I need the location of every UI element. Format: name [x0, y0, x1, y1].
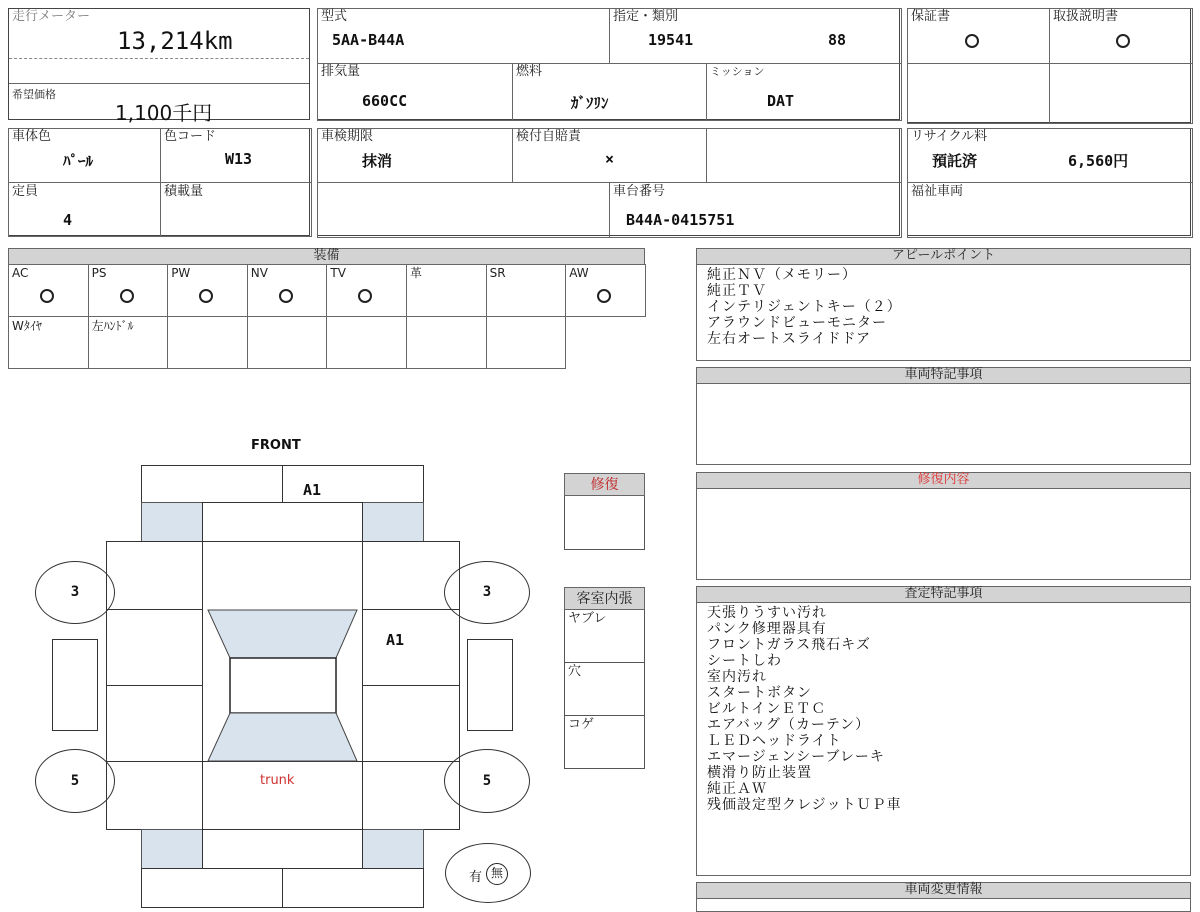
fuel-value: ｶﾞｿﾘﾝ [571, 94, 609, 112]
appraisal-line: ビルトインＥＴＣ [707, 701, 827, 717]
equipment-cell-6 [486, 264, 567, 317]
rear-gate [202, 829, 363, 869]
equipment-check-circle [597, 289, 611, 303]
special-notes-section [696, 367, 1191, 465]
recycle-amount: 6,560円 [1068, 152, 1129, 170]
appraisal-line: 純正ＡＷ [707, 781, 767, 797]
welfare-label: 福祉車両 [911, 184, 964, 199]
appraisal-line: エマージェンシーブレーキ [707, 749, 885, 765]
cabin-diagram [202, 609, 363, 762]
trunk-label: trunk [260, 773, 295, 788]
mileage-box [8, 8, 310, 125]
load-label: 積載量 [164, 184, 204, 199]
rear-left-tire: 5 [35, 749, 115, 813]
color-box [8, 128, 310, 236]
appraisal-list [707, 605, 902, 813]
equipment-label: PW [171, 266, 191, 280]
equipment-cell-5 [406, 264, 487, 317]
repair-box [564, 473, 645, 550]
color-code-label: 色コード [164, 129, 217, 144]
equipment-section [8, 248, 645, 369]
roof-panel [230, 658, 336, 713]
designation-value2: 88 [828, 31, 847, 49]
body-color-label: 車体色 [12, 129, 52, 144]
designation-value1: 19541 [648, 31, 694, 49]
designation-label: 指定・類別 [613, 9, 679, 24]
front-label: FRONT [251, 438, 301, 453]
manual-label: 取扱説明書 [1053, 9, 1119, 24]
interior-item-burn: コゲ [568, 717, 595, 732]
appeal-line: アラウンドビューモニター [707, 315, 887, 331]
appraisal-section [696, 586, 1191, 876]
appraisal-line: 横滑り防止装置 [707, 765, 812, 781]
equipment-label: PS [91, 266, 107, 280]
capacity-value: 4 [63, 211, 73, 229]
rear-left-light [141, 829, 203, 869]
docs-box [907, 8, 1191, 123]
equipment-label: SR [489, 266, 506, 280]
equipment-cell-row2-4 [326, 316, 407, 369]
front-left-tire: 3 [35, 561, 115, 624]
equipment-title: 装備 [8, 248, 645, 265]
equipment-label: TV [330, 266, 346, 280]
special-notes-title: 車両特記事項 [696, 367, 1191, 384]
appraisal-title: 査定特記事項 [696, 586, 1191, 603]
equipment-label: AC [12, 266, 29, 280]
price-value: 1,100千円 [115, 101, 213, 125]
rear-center-panel [202, 761, 363, 830]
equipment-check-circle [279, 289, 293, 303]
manual-circle [1116, 34, 1130, 48]
appeal-line: 純正ＴＶ [707, 283, 767, 299]
interior-item-hole: 穴 [568, 664, 582, 679]
equipment-cell-2 [167, 264, 248, 317]
front-left-fender-light [141, 502, 203, 542]
mileage-divider [9, 58, 309, 59]
repair-details-title: 修復内容 [696, 472, 1191, 489]
equipment-check-circle [199, 289, 213, 303]
repair-details-section [696, 472, 1191, 580]
rear-right-light [362, 829, 424, 869]
spec-box [317, 8, 900, 120]
appraisal-line: 室内汚れ [707, 669, 767, 685]
equipment-cell-row2-3 [247, 316, 328, 369]
inspection-box [317, 128, 900, 236]
equipment-label: 革 [410, 266, 423, 280]
model-label: 型式 [321, 9, 348, 24]
right-door-front [362, 609, 460, 686]
presence-no: 無 [486, 863, 508, 885]
model-value: 5AA-B44A [332, 31, 405, 49]
inspection-value: 抹消 [362, 152, 393, 170]
equipment-cell-1 [88, 264, 169, 317]
rear-window [208, 713, 357, 761]
appraisal-line: フロントガラス飛石キズ [707, 637, 871, 653]
chassis-label: 車台番号 [613, 184, 666, 199]
price-divider [9, 83, 309, 84]
equipment-label: 左ﾊﾝﾄﾞﾙ [91, 319, 134, 333]
appeal-line: 純正ＮＶ（メモリー） [707, 267, 857, 283]
equipment-cell-row2-0 [8, 316, 89, 369]
presence-yes: 有 [469, 870, 483, 885]
appeal-section [696, 248, 1191, 361]
left-door-rear [106, 685, 203, 762]
body-color-value: ﾊﾟｰﾙ [63, 152, 94, 170]
equipment-cell-3 [247, 264, 328, 317]
appraisal-line: 残価設定型クレジットＵＰ車 [707, 797, 902, 813]
equipment-label: NV [250, 266, 268, 280]
front-right-tire: 3 [444, 561, 530, 624]
inspection-label: 車検期限 [321, 129, 374, 144]
appraisal-line: パンク修理器具有 [707, 621, 827, 637]
hood-panel [202, 502, 363, 542]
equipment-check-circle [120, 289, 134, 303]
rear-bumper-divider [282, 868, 283, 908]
equipment-cell-row2-6 [486, 316, 567, 369]
transmission-label: ミッション [710, 65, 765, 78]
interior-box [564, 587, 645, 769]
equipment-check-circle [40, 289, 54, 303]
transmission-value: DAT [767, 92, 795, 110]
appeal-title: アピールポイント [696, 248, 1191, 265]
price-label: 希望価格 [12, 88, 56, 101]
equipment-grid [8, 264, 645, 369]
recycle-label: リサイクル料 [911, 129, 988, 144]
spare-tire-presence [445, 843, 531, 903]
right-mirror [467, 639, 513, 731]
equipment-label: AW [569, 266, 589, 280]
equipment-cell-row2-1 [88, 316, 169, 369]
recycle-status: 預託済 [932, 152, 978, 170]
mileage-value: 13,214km [117, 27, 233, 55]
appeal-line: インテリジェントキー（２） [707, 299, 902, 315]
rear-left-quarter [106, 761, 203, 830]
interior-title: 客室内張 [564, 587, 645, 610]
front-left-fender [106, 541, 203, 610]
windshield [208, 610, 357, 658]
front-right-fender-light [362, 502, 424, 542]
appraisal-line: 天張りうすい汚れ [707, 605, 827, 621]
equipment-cell-0 [8, 264, 89, 317]
rear-right-tire: 5 [444, 749, 530, 813]
appraisal-line: シートしわ [707, 653, 782, 669]
left-mirror [52, 639, 98, 731]
appraisal-line: エアバッグ（カーテン） [707, 717, 871, 733]
equipment-cell-row2-5 [406, 316, 487, 369]
capacity-label: 定員 [12, 184, 39, 199]
left-door-front [106, 609, 203, 686]
fuel-label: 燃料 [516, 64, 543, 79]
repair-title: 修復 [564, 473, 645, 496]
front-bumper-divider [282, 465, 283, 503]
chassis-value: B44A-0415751 [626, 211, 735, 229]
equipment-cell-row2-2 [167, 316, 248, 369]
appraisal-line: スタートボタン [707, 685, 812, 701]
displacement-value: 660CC [362, 92, 408, 110]
color-code-value: W13 [225, 150, 253, 168]
vehicle-changes-title: 車両変更情報 [696, 882, 1191, 899]
equipment-cell-4 [326, 264, 407, 317]
equipment-cell-7 [565, 264, 646, 317]
insurance-value: × [605, 150, 615, 168]
equipment-label: Wﾀｲﾔ [12, 319, 42, 333]
hood-grade: A1 [303, 481, 322, 499]
interior-item-tear: ヤブレ [568, 611, 607, 626]
warranty-circle [965, 34, 979, 48]
mileage-label: 走行メーター [12, 9, 91, 24]
recycle-box [907, 128, 1191, 236]
appeal-line: 左右オートスライドドア [707, 331, 872, 347]
appeal-list [707, 267, 902, 347]
displacement-label: 排気量 [321, 64, 361, 79]
equipment-check-circle [358, 289, 372, 303]
right-door-rear [362, 685, 460, 762]
warranty-label: 保証書 [911, 9, 951, 24]
side-grade: A1 [386, 631, 405, 649]
vehicle-changes-section [696, 882, 1191, 912]
appraisal-line: ＬＥＤヘッドライト [707, 733, 842, 749]
insurance-label: 検付自賠責 [516, 129, 582, 144]
